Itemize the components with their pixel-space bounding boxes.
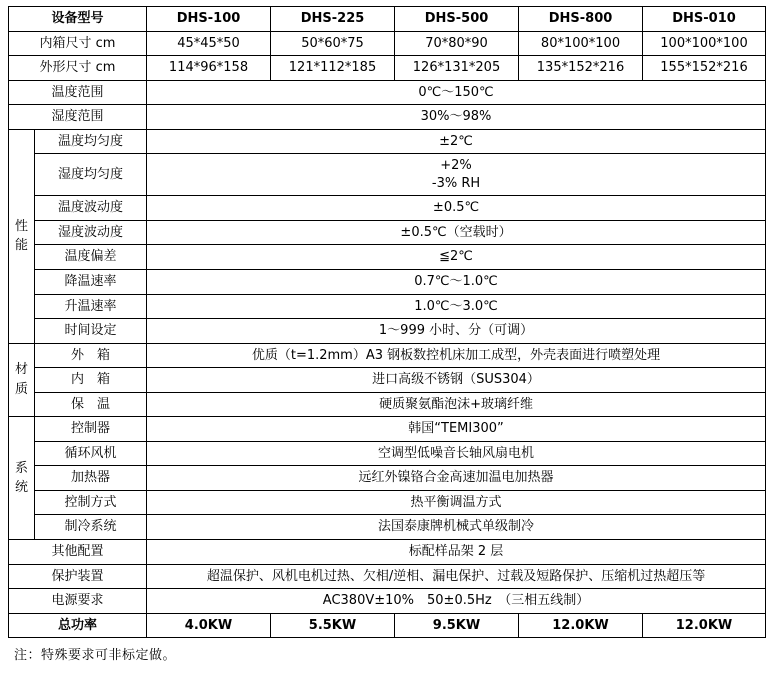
outer-size-3: 126*131*205 xyxy=(395,56,519,81)
table-row-refrigeration xyxy=(9,515,766,540)
section-label-system: 系 统 xyxy=(9,417,35,540)
row-header-temp-deviation: 温度偏差 xyxy=(35,245,147,270)
humidity-range-value: 30%～98% xyxy=(147,105,766,130)
table-row-controller xyxy=(9,417,766,442)
row-header-outer-case: 外 箱 xyxy=(35,343,147,368)
table-row-humidity-range xyxy=(9,105,766,130)
table-row-protection xyxy=(9,564,766,589)
temp-fluctuation-value: ±0.5℃ xyxy=(147,196,766,221)
inner-case-value: 进口高级不锈钢（SUS304） xyxy=(147,368,766,393)
specification-table xyxy=(8,6,766,638)
total-power-4: 12.0KW xyxy=(519,613,643,638)
table-row-other-config xyxy=(9,540,766,565)
row-header-temp-range: 温度范围 xyxy=(9,80,147,105)
outer-size-1: 114*96*158 xyxy=(147,56,271,81)
outer-size-5: 155*152*216 xyxy=(643,56,766,81)
table-row-power-supply xyxy=(9,589,766,614)
row-header-humidity-uniformity: 湿度均匀度 xyxy=(35,154,147,196)
row-header-insulation: 保 温 xyxy=(35,392,147,417)
inner-size-5: 100*100*100 xyxy=(643,31,766,56)
heating-rate-value: 1.0℃～3.0℃ xyxy=(147,294,766,319)
control-mode-value: 热平衡调温方式 xyxy=(147,490,766,515)
model-cell-4: DHS-800 xyxy=(519,7,643,32)
row-header-temp-uniformity: 温度均匀度 xyxy=(35,129,147,154)
section-label-performance: 性 能 xyxy=(9,129,35,343)
footnote: 注：特殊要求可非标定做。 xyxy=(14,648,177,664)
table-row-humidity-fluctuation xyxy=(9,220,766,245)
total-power-5: 12.0KW xyxy=(643,613,766,638)
table-row-temp-range xyxy=(9,80,766,105)
row-header-control-mode: 控制方式 xyxy=(35,490,147,515)
table-row-temp-uniformity xyxy=(9,129,766,154)
row-header-temp-fluctuation: 温度波动度 xyxy=(35,196,147,221)
table-row-temp-deviation xyxy=(9,245,766,270)
circulation-fan-value: 空调型低噪音长轴风扇电机 xyxy=(147,441,766,466)
protection-value: 超温保护、风机电机过热、欠相/逆相、漏电保护、过载及短路保护、压缩机过热超压等 xyxy=(147,564,766,589)
inner-size-2: 50*60*75 xyxy=(271,31,395,56)
row-header-time-setting: 时间设定 xyxy=(35,319,147,344)
heater-value: 远红外镍铬合金高速加温电加热器 xyxy=(147,466,766,491)
row-header-heater: 加热器 xyxy=(35,466,147,491)
row-header-other-config: 其他配置 xyxy=(9,540,147,565)
model-cell-5: DHS-010 xyxy=(643,7,766,32)
row-header-protection: 保护装置 xyxy=(9,564,147,589)
humidity-uniformity-value: +2% -3% RH xyxy=(147,154,766,196)
row-header-controller: 控制器 xyxy=(35,417,147,442)
table-row-outer-size xyxy=(9,56,766,81)
inner-size-3: 70*80*90 xyxy=(395,31,519,56)
row-header-inner-size: 内箱尺寸 cm xyxy=(9,31,147,56)
total-power-3: 9.5KW xyxy=(395,613,519,638)
table-row-cooling-rate xyxy=(9,270,766,295)
power-supply-value: AC380V±10% 50±0.5Hz （三相五线制） xyxy=(147,589,766,614)
refrigeration-value: 法国泰康牌机械式单级制冷 xyxy=(147,515,766,540)
total-power-2: 5.5KW xyxy=(271,613,395,638)
time-setting-value: 1～999 小时、分（可调） xyxy=(147,319,766,344)
controller-value: 韩国“TEMI300” xyxy=(147,417,766,442)
model-cell-1: DHS-100 xyxy=(147,7,271,32)
inner-size-1: 45*45*50 xyxy=(147,31,271,56)
inner-size-4: 80*100*100 xyxy=(519,31,643,56)
table-row-model xyxy=(9,7,766,32)
row-header-humidity-range: 湿度范围 xyxy=(9,105,147,130)
outer-size-2: 121*112*185 xyxy=(271,56,395,81)
row-header-total-power: 总功率 xyxy=(9,613,147,638)
temp-uniformity-value: ±2℃ xyxy=(147,129,766,154)
table-row-temp-fluctuation xyxy=(9,196,766,221)
table-row-outer-case xyxy=(9,343,766,368)
row-header-inner-case: 内 箱 xyxy=(35,368,147,393)
table-row-time-setting xyxy=(9,319,766,344)
outer-size-4: 135*152*216 xyxy=(519,56,643,81)
temp-deviation-value: ≦2℃ xyxy=(147,245,766,270)
table-row-control-mode xyxy=(9,490,766,515)
row-header-power-supply: 电源要求 xyxy=(9,589,147,614)
outer-case-value: 优质（t=1.2mm）A3 钢板数控机床加工成型，外壳表面进行喷塑处理 xyxy=(147,343,766,368)
row-header-circulation-fan: 循环风机 xyxy=(35,441,147,466)
other-config-value: 标配样品架 2 层 xyxy=(147,540,766,565)
row-header-heating-rate: 升温速率 xyxy=(35,294,147,319)
total-power-1: 4.0KW xyxy=(147,613,271,638)
insulation-value: 硬质聚氨酯泡沫+玻璃纤维 xyxy=(147,392,766,417)
model-cell-3: DHS-500 xyxy=(395,7,519,32)
table-row-inner-size xyxy=(9,31,766,56)
temp-range-value: 0℃～150℃ xyxy=(147,80,766,105)
row-header-outer-size: 外形尺寸 cm xyxy=(9,56,147,81)
row-header-cooling-rate: 降温速率 xyxy=(35,270,147,295)
table-row-humidity-uniformity xyxy=(9,154,766,196)
table-row-circulation-fan xyxy=(9,441,766,466)
row-header-model: 设备型号 xyxy=(9,7,147,32)
table-row-heater xyxy=(9,466,766,491)
model-cell-2: DHS-225 xyxy=(271,7,395,32)
row-header-humidity-fluctuation: 湿度波动度 xyxy=(35,220,147,245)
table-row-heating-rate xyxy=(9,294,766,319)
row-header-refrigeration: 制冷系统 xyxy=(35,515,147,540)
cooling-rate-value: 0.7℃～1.0℃ xyxy=(147,270,766,295)
humidity-fluctuation-value: ±0.5℃（空载时） xyxy=(147,220,766,245)
table-row-insulation xyxy=(9,392,766,417)
table-row-total-power xyxy=(9,613,766,638)
table-row-inner-case xyxy=(9,368,766,393)
section-label-material: 材 质 xyxy=(9,343,35,417)
